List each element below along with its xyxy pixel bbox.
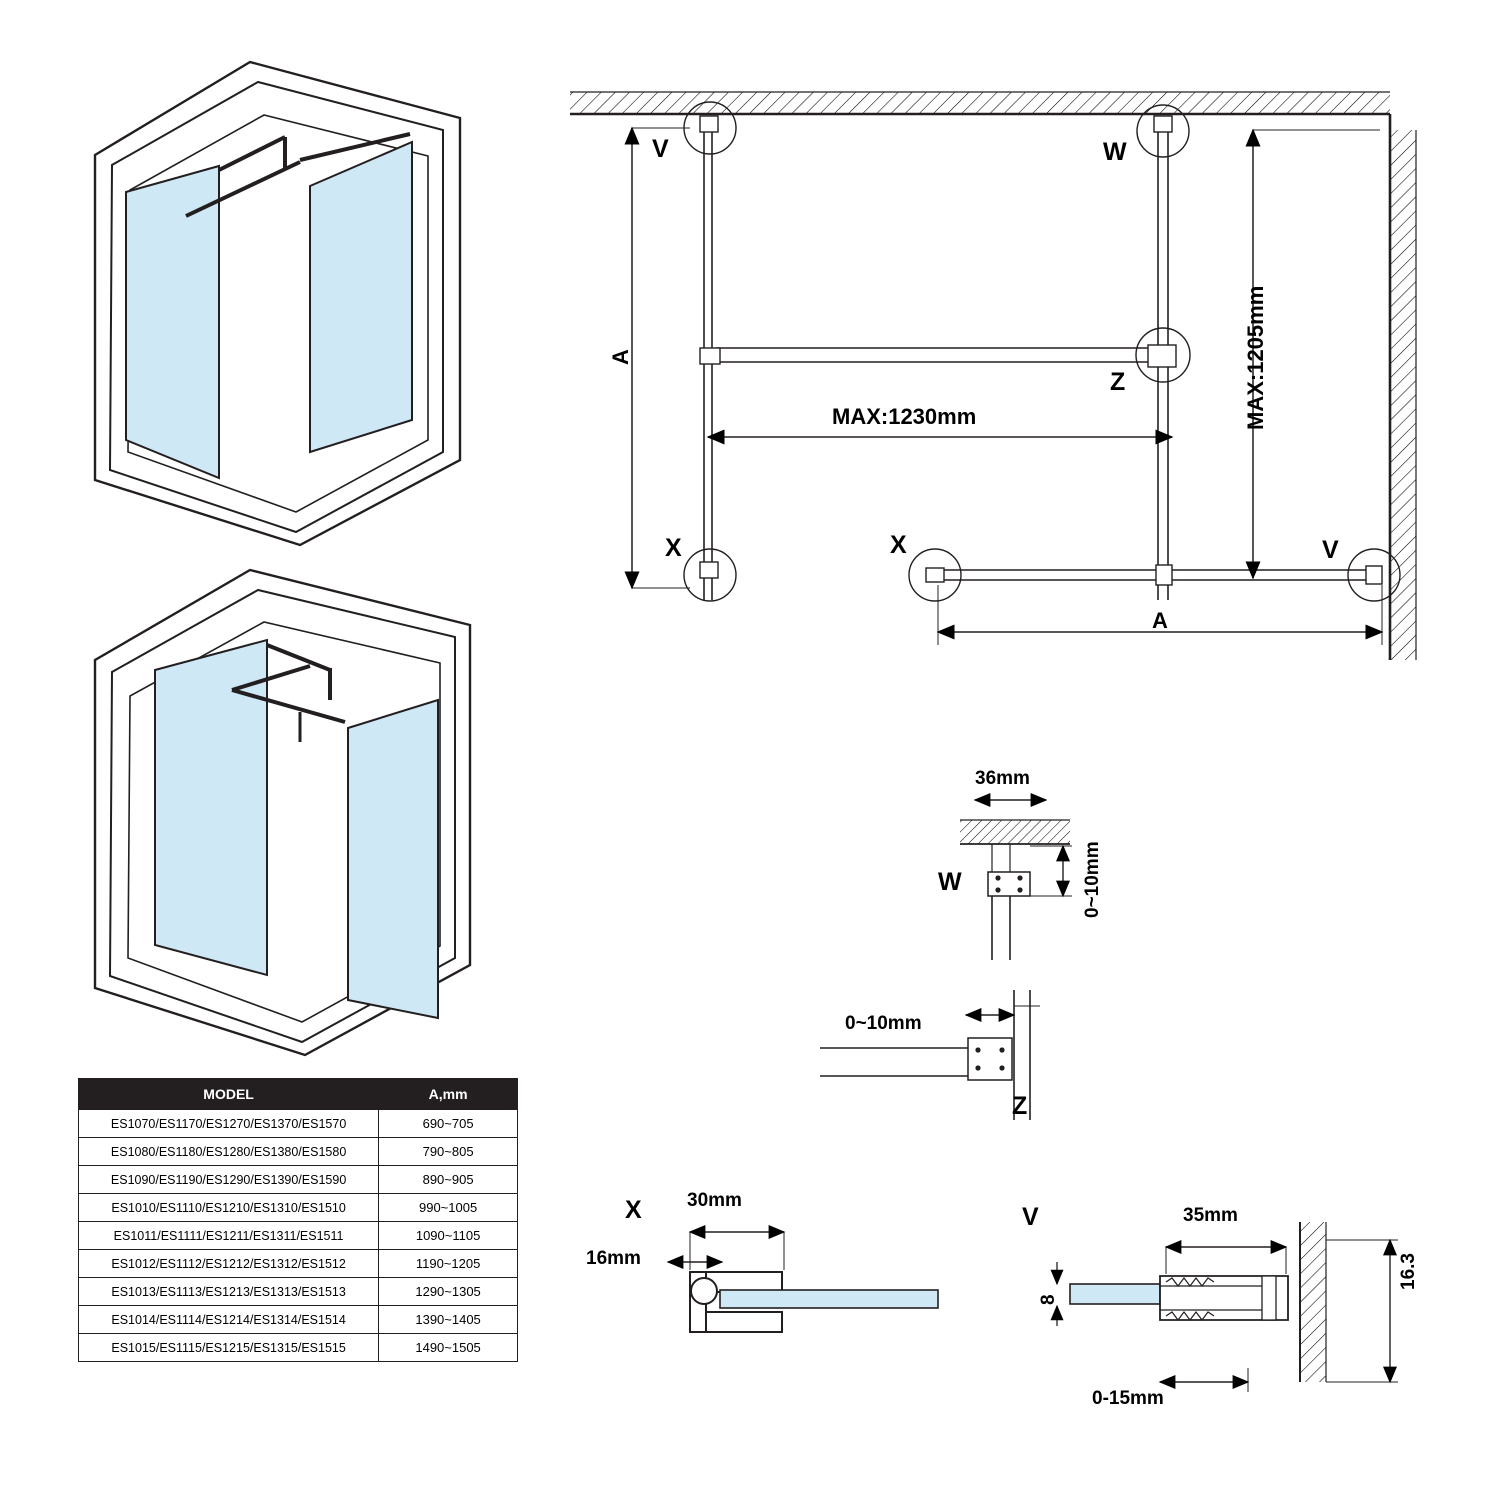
plan-dim-a-horizontal: A [1152, 608, 1168, 633]
plan-callout-x-bottom: X [890, 531, 907, 559]
table-row [79, 1138, 518, 1166]
detail-z-label: Z [1012, 1092, 1028, 1120]
detail-v-profile-width: 35mm [1183, 1205, 1238, 1226]
table-row [79, 1110, 518, 1138]
detail-v-adjust: 0-15mm [1092, 1388, 1164, 1409]
iso-view-top [95, 62, 460, 545]
detail-w-label: W [938, 868, 962, 896]
detail-v-view [1057, 1222, 1398, 1392]
detail-x-view [668, 1232, 938, 1332]
plan-callout-z-mid: Z [1110, 368, 1126, 396]
table-cell-a: 690~705 [379, 1110, 518, 1138]
detail-w-width: 36mm [975, 768, 1030, 789]
table-cell-a: 1490~1505 [379, 1334, 518, 1362]
table-header-a: A,mm [379, 1079, 518, 1110]
table-cell-model: ES1011/ES1111/ES1211/ES1311/ES1511 [79, 1222, 379, 1250]
detail-z-adjust: 0~10mm [845, 1013, 922, 1034]
table-row [79, 1222, 518, 1250]
plan-callout-w-top: W [1103, 138, 1127, 166]
plan-callout-x-left: X [665, 534, 682, 562]
table-cell-model: ES1010/ES1110/ES1210/ES1310/ES1510 [79, 1194, 379, 1222]
detail-v-profile-height: 16.3 [1398, 1253, 1419, 1290]
table-cell-a: 1290~1305 [379, 1278, 518, 1306]
iso-view-bottom [95, 570, 470, 1055]
table-row [79, 1306, 518, 1334]
plan-callout-v-top: V [652, 135, 669, 163]
table-row [79, 1194, 518, 1222]
table-row [79, 1250, 518, 1278]
table-cell-model: ES1070/ES1170/ES1270/ES1370/ES1570 [79, 1110, 379, 1138]
detail-w-adjust: 0~10mm [1082, 841, 1103, 918]
table-cell-a: 790~805 [379, 1138, 518, 1166]
plan-dim-a-vertical: A [608, 349, 633, 365]
table-cell-a: 1090~1105 [379, 1222, 518, 1250]
model-spec-table [78, 1078, 518, 1362]
table-row [79, 1166, 518, 1194]
table-cell-a: 1190~1205 [379, 1250, 518, 1278]
plan-dim-max-vertical: MAX:1205mm [1243, 285, 1268, 430]
detail-w-view [960, 800, 1072, 960]
table-cell-a: 890~905 [379, 1166, 518, 1194]
detail-x-label: X [625, 1196, 642, 1224]
plan-callout-v-bottom: V [1322, 536, 1339, 564]
table-body [79, 1110, 518, 1362]
table-row [79, 1334, 518, 1362]
plan-view [570, 92, 1416, 660]
table-cell-model: ES1012/ES1112/ES1212/ES1312/ES1512 [79, 1250, 379, 1278]
detail-x-profile-depth: 16mm [586, 1248, 641, 1269]
table-cell-model: ES1013/ES1113/ES1213/ES1313/ES1513 [79, 1278, 379, 1306]
table-cell-model: ES1090/ES1190/ES1290/ES1390/ES1590 [79, 1166, 379, 1194]
table-header-model: MODEL [79, 1079, 379, 1110]
table-cell-model: ES1080/ES1180/ES1280/ES1380/ES1580 [79, 1138, 379, 1166]
table-header-row [79, 1079, 518, 1110]
detail-v-label: V [1022, 1203, 1039, 1231]
table-cell-model: ES1014/ES1114/ES1214/ES1314/ES1514 [79, 1306, 379, 1334]
table-cell-a: 1390~1405 [379, 1306, 518, 1334]
table-row [79, 1278, 518, 1306]
detail-v-glass-thickness: 8 [1038, 1294, 1059, 1305]
table-cell-model: ES1015/ES1115/ES1215/ES1315/ES1515 [79, 1334, 379, 1362]
detail-x-profile-width: 30mm [687, 1190, 742, 1211]
table-cell-a: 990~1005 [379, 1194, 518, 1222]
detail-z-view [820, 990, 1040, 1120]
plan-dim-max-horizontal: MAX:1230mm [832, 404, 977, 429]
